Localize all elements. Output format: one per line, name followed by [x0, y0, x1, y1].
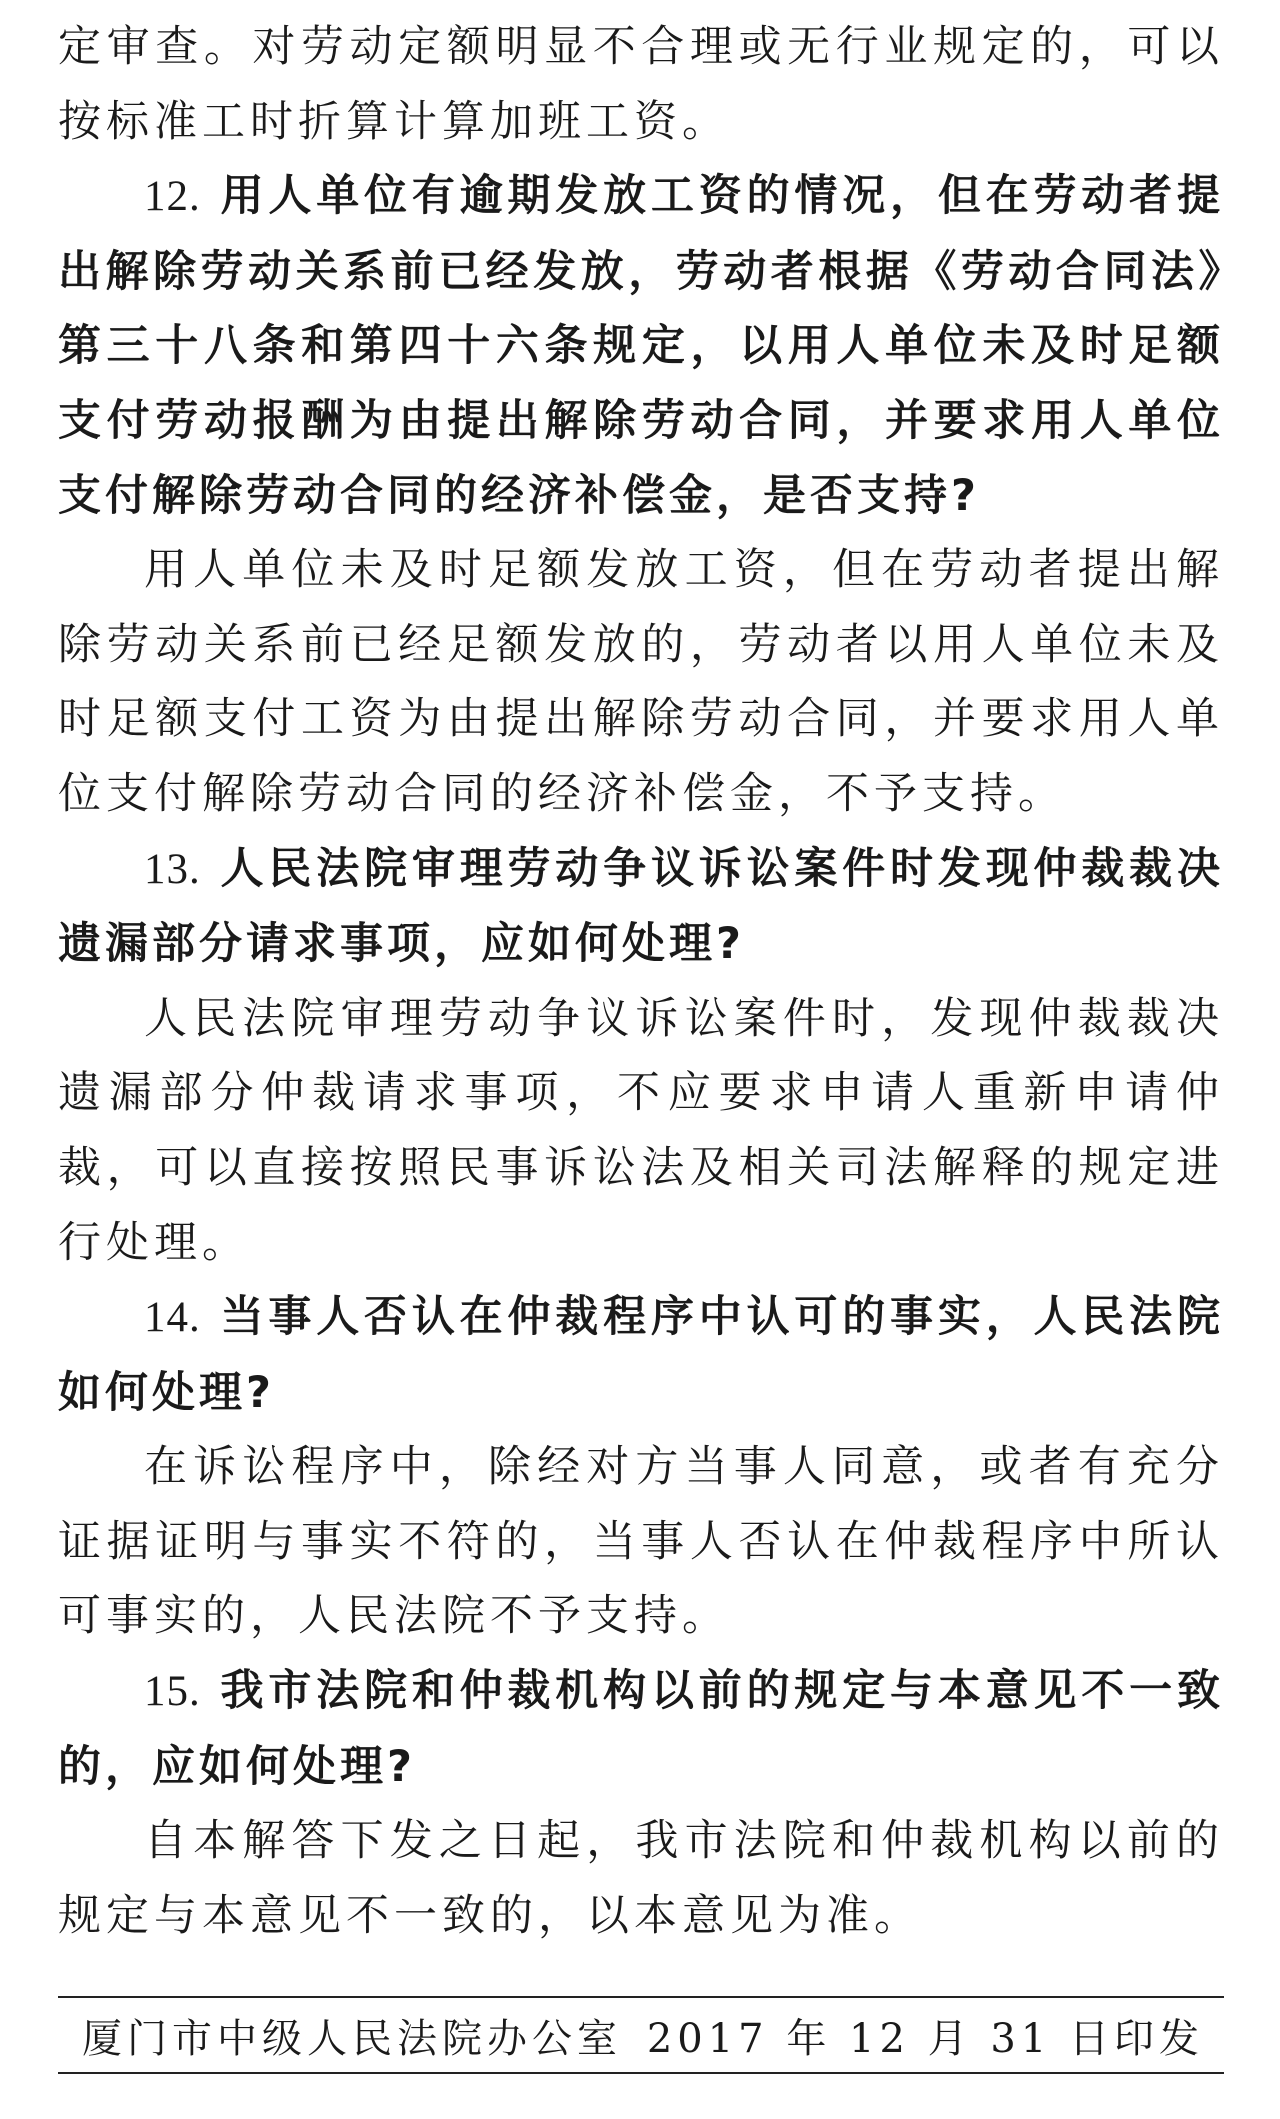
question-number: 14.	[144, 1294, 201, 1342]
question-text: 当事人否认在仲裁程序中认可的事实，人民法院如何处理?	[58, 1292, 1224, 1418]
question-number: 13.	[144, 845, 201, 893]
question-12	[58, 159, 1224, 533]
question-text: 我市法院和仲裁机构以前的规定与本意见不一致的，应如何处理?	[58, 1666, 1224, 1792]
question-number: 12.	[144, 173, 201, 221]
question-text: 用人单位有逾期发放工资的情况，但在劳动者提出解除劳动关系前已经发放，劳动者根据《劳动合同法》第三十八条和第四十六条规定，以用人单位未及时足额支付劳动报酬为由提出解除劳动合同，并要求用人单位支付解除劳动合同的经济补偿金，是否支持?	[58, 171, 1224, 521]
issuance-footer	[58, 1996, 1224, 2074]
intro-paragraph: 定审查。对劳动定额明显不合理或无行业规定的，可以按标准工时折算计算加班工资。	[58, 22, 1224, 147]
answer-12: 用人单位未及时足额发放工资，但在劳动者提出解除劳动关系前已经足额发放的，劳动者以用人单位未及时足额支付工资为由提出解除劳动合同，并要求用人单位支付解除劳动合同的经济补偿金，不予支持。	[58, 545, 1224, 819]
document-body	[58, 10, 1224, 1953]
answer-13: 人民法院审理劳动争议诉讼案件时，发现仲裁裁决遗漏部分仲裁请求事项，不应要求申请人重新申请仲裁，可以直接按照民事诉讼法及相关司法解释的规定进行处理。	[58, 993, 1224, 1268]
question-text: 人民法院审理劳动争议诉讼案件时发现仲裁裁决遗漏部分请求事项，应如何处理?	[58, 843, 1224, 970]
question-number: 15.	[144, 1668, 201, 1716]
question-14	[58, 1280, 1224, 1430]
question-13	[58, 832, 1224, 982]
issuer-name: 厦门市中级人民法院办公室	[82, 2015, 622, 2062]
answer-14: 在诉讼程序中，除经对方当事人同意，或者有充分证据证明与事实不符的，当事人否认在仲裁程序中所认可事实的，人民法院不予支持。	[58, 1442, 1224, 1642]
question-15	[58, 1654, 1224, 1804]
answer-15: 自本解答下发之日起，我市法院和仲裁机构以前的规定与本意见不一致的，以本意见为准。	[58, 1816, 1224, 1941]
issue-date: 2017 年 12 月 31 日印发	[646, 2015, 1204, 2062]
